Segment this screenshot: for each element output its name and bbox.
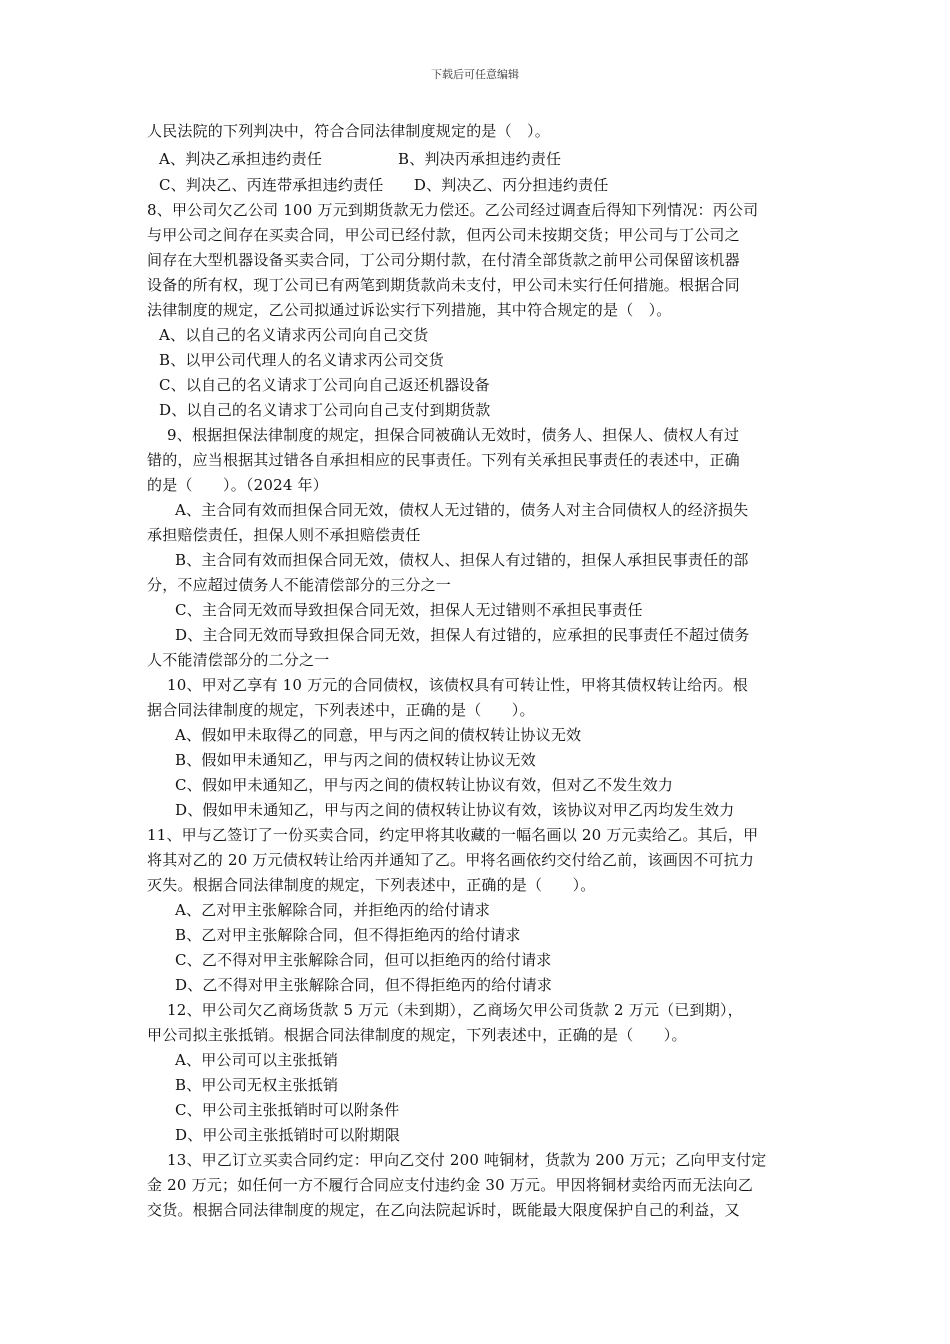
option-line: B、假如甲未通知乙，甲与丙之间的债权转让协议无效: [175, 751, 536, 769]
option-line: B、以甲公司代理人的名义请求丙公司交货: [159, 351, 444, 369]
question-9: 9、根据担保法律制度的规定，担保合同被确认无效时，债务人、担保人、债权人有过: [167, 426, 740, 444]
text-line: 与甲公司之间存在买卖合同，甲公司已经付款，但丙公司未按期交货；甲公司与丁公司之: [147, 226, 740, 244]
text-line: 交货。根据合同法律制度的规定，在乙向法院起诉时，既能最大限度保护自己的利益，又: [147, 1201, 740, 1219]
text-line: 将其对乙的 20 万元债权转让给丙并通知了乙。甲将名画依约交付给乙前，该画因不可抗力: [147, 851, 755, 869]
text-line: 据合同法律制度的规定，下列表述中，正确的是（ ）。: [147, 701, 535, 719]
text-line: 人不能清偿部分的二分之一: [147, 651, 330, 669]
question-13: 13、甲乙订立买卖合同约定：甲向乙交付 200 吨铜材，货款为 200 万元；乙向甲支付定: [167, 1151, 767, 1169]
text-line: 设备的所有权，现丁公司已有两笔到期货款尚未支付，甲公司未实行任何措施。根据合同: [147, 276, 740, 294]
option-line: A、以自己的名义请求丙公司向自己交货: [159, 326, 429, 344]
text-line: 间存在大型机器设备买卖合同，丁公司分期付款，在付清全部货款之前甲公司保留该机器: [147, 251, 740, 269]
option-line: D、乙不得对甲主张解除合同，但不得拒绝丙的给付请求: [175, 976, 553, 994]
text-line: 甲公司拟主张抵销。根据合同法律制度的规定，下列表述中，正确的是（ ）。: [147, 1026, 687, 1044]
option-line: C、甲公司主张抵销时可以附条件: [175, 1101, 400, 1119]
text-line: 灭失。根据合同法律制度的规定，下列表述中，正确的是（ ）。: [147, 876, 596, 894]
option-line: B、主合同有效而担保合同无效，债权人、担保人有过错的，担保人承担民事责任的部: [175, 551, 749, 569]
option-line: D、主合同无效而导致担保合同无效，担保人有过错的，应承担的民事责任不超过债务: [175, 626, 750, 644]
option-line: A、乙对甲主张解除合同，并拒绝丙的给付请求: [175, 901, 491, 919]
text-line: 金 20 万元；如任何一方不履行合同应支付违约金 30 万元。甲因将铜材卖给丙而无法向乙: [147, 1176, 754, 1194]
text-line: 错的，应当根据其过错各自承担相应的民事责任。下列有关承担民事责任的表述中，正确: [147, 451, 740, 469]
option-line: B、乙对甲主张解除合同，但不得拒绝丙的给付请求: [175, 926, 521, 944]
text-line: 法律制度的规定，乙公司拟通过诉讼实行下列措施，其中符合规定的是（ ）。: [147, 301, 672, 319]
option-line: C、以自己的名义请求丁公司向自己返还机器设备: [159, 376, 490, 394]
question-11: 11、甲与乙签订了一份买卖合同，约定甲将其收藏的一幅名画以 20 万元卖给乙。其后，甲: [147, 826, 759, 844]
text-line: 的是（ ）。（2024 年）: [147, 476, 328, 494]
option-line: D、假如甲未通知乙，甲与丙之间的债权转让协议有效，该协议对甲乙丙均发生效力: [175, 801, 735, 819]
text-line: 分，不应超过债务人不能清偿部分的三分之一: [147, 576, 452, 594]
option-line: D、以自己的名义请求丁公司向自己支付到期货款: [159, 401, 491, 419]
option-line: A、判决乙承担违约责任 B、判决丙承担违约责任: [159, 150, 562, 168]
question-8: 8、甲公司欠乙公司 100 万元到期货款无力偿还。乙公司经过调查后得知下列情况：丙公司: [147, 201, 759, 219]
question-10: 10、甲对乙享有 10 万元的合同债权，该债权具有可转让性，甲将其债权转让给丙。根: [167, 676, 748, 694]
option-line: C、乙不得对甲主张解除合同，但可以拒绝丙的给付请求: [175, 951, 552, 969]
option-line: A、甲公司可以主张抵销: [175, 1051, 339, 1069]
option-line: A、假如甲未取得乙的同意，甲与丙之间的债权转让协议无效: [175, 726, 582, 744]
question-12: 12、甲公司欠乙商场货款 5 万元（未到期），乙商场欠甲公司货款 2 万元（已到期），: [167, 1001, 743, 1019]
text-line: 承担赔偿责任，担保人则不承担赔偿责任: [147, 526, 421, 544]
option-line: A、主合同有效而担保合同无效，债权人无过错的，债务人对主合同债权人的经济损失: [175, 501, 749, 519]
option-line: C、主合同无效而导致担保合同无效，担保人无过错则不承担民事责任: [175, 601, 643, 619]
page-header: 下载后可任意编辑: [431, 68, 519, 81]
text-line: 人民法院的下列判决中，符合合同法律制度规定的是（ ）。: [147, 122, 550, 140]
option-line: C、判决乙、丙连带承担违约责任 D、判决乙、丙分担违约责任: [159, 176, 609, 194]
option-line: B、甲公司无权主张抵销: [175, 1076, 339, 1094]
option-line: D、甲公司主张抵销时可以附期限: [175, 1126, 401, 1144]
option-line: C、假如甲未通知乙，甲与丙之间的债权转让协议有效，但对乙不发生效力: [175, 776, 674, 794]
